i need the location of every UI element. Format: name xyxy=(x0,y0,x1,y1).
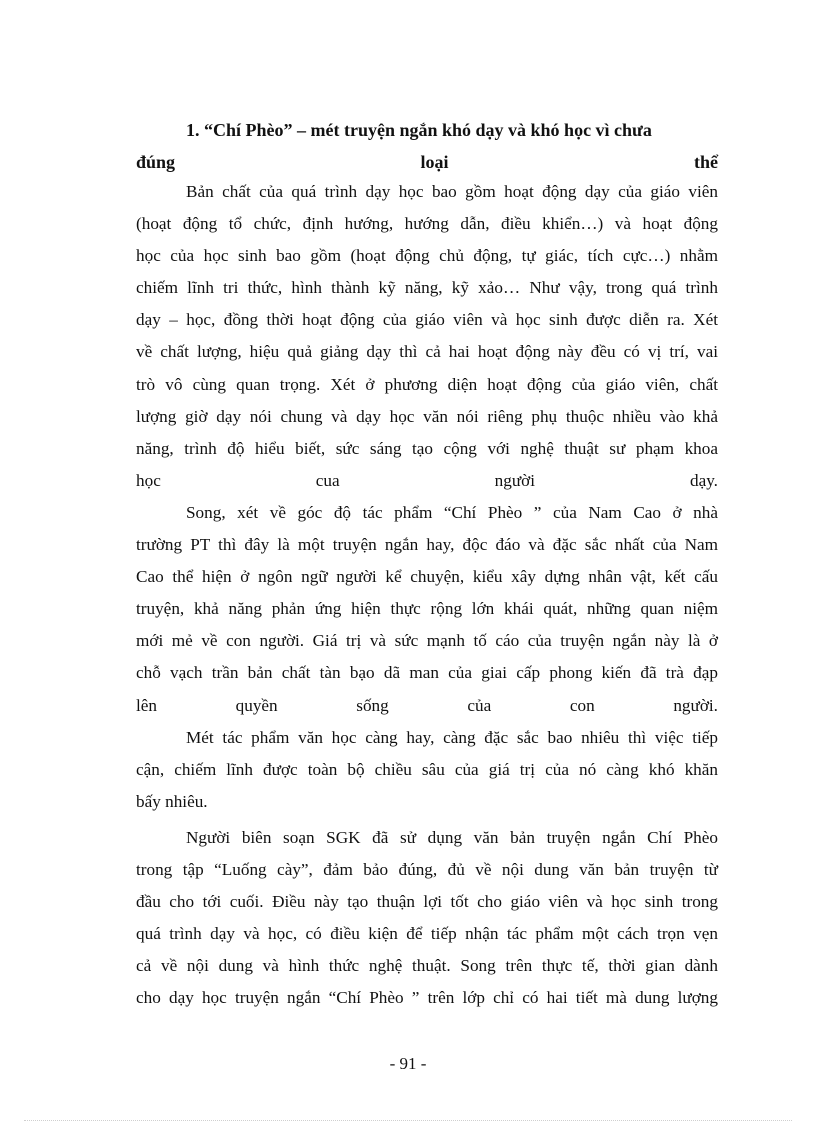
word: con xyxy=(569,695,595,715)
text-line: cả về nội dung và hình thức nghệ thuật. Song trên thực tế, thời gian dành xyxy=(136,956,718,976)
text-line: trong tập “Luống cày”, đảm bảo đúng, đủ về nội dung văn bản truyện từ xyxy=(136,859,718,879)
text-line: dạy – học, đồng thời hoạt động của giáo viên và học sinh được diễn ra. Xét xyxy=(136,310,718,330)
page-number: - 91 - xyxy=(389,1054,427,1073)
word: lên xyxy=(136,695,157,715)
paragraph-4 xyxy=(136,822,718,1015)
heading-line-1: 1. “Chí Phèo” – mét truyện ngắn khó dạy và khó học vì chưa xyxy=(186,120,652,140)
text-line: đầu cho tới cuối. Điều này tạo thuận lợi tốt cho giáo viên và học sinh trong xyxy=(136,892,718,912)
text-line: (hoạt động tổ chức, định hướng, hướng dẫn, điều khiển…) và hoạt động xyxy=(136,214,718,234)
text-line: trò vô cùng quan trọng. Xét ở phương diện hoạt động của giáo viên, chất xyxy=(136,374,718,394)
heading-word: thể xyxy=(694,152,718,172)
word: của xyxy=(467,695,492,715)
section-heading xyxy=(136,114,718,178)
text-line: Cao thể hiện ở ngôn ngữ người kể chuyện, kiểu xây dựng nhân vật, kết cấu xyxy=(136,567,718,587)
body-text xyxy=(136,176,718,1014)
text-line-spread xyxy=(136,690,718,722)
text-line: Song, xét về góc độ tác phẩm “Chí Phèo ” của Nam Cao ở nhà xyxy=(186,502,718,522)
text-line: truyện, khả năng phản ứng hiện thực rộng lớn khái quát, những quan niệm xyxy=(136,599,718,619)
word: cua xyxy=(315,470,340,490)
text-line: lượng giờ dạy nói chung và dạy học văn nói riêng phụ thuộc nhiều vào khả xyxy=(136,406,718,426)
word: dạy. xyxy=(689,470,718,490)
paragraph-3 xyxy=(136,722,718,818)
paragraph-1 xyxy=(136,176,718,497)
word: học xyxy=(136,470,161,490)
text-line: quá trình dạy và học, có điều kiện để tiếp nhận tác phẩm một cách trọn vẹn xyxy=(136,924,718,944)
text-line: cho dạy học truyện ngắn “Chí Phèo ” trên lớp chỉ có hai tiết mà dung lượng xyxy=(136,988,718,1008)
heading-line-2 xyxy=(136,146,718,178)
heading-word: đúng xyxy=(136,152,176,172)
word: quyền xyxy=(235,695,278,715)
word: người. xyxy=(673,695,718,715)
text-line: Mét tác phẩm văn học càng hay, càng đặc sắc bao nhiêu thì việc tiếp xyxy=(186,727,718,747)
heading-word: loại xyxy=(420,152,449,172)
text-line: Người biên soạn SGK đã sử dụng văn bản truyện ngắn Chí Phèo xyxy=(186,827,718,847)
text-line: Bản chất của quá trình dạy học bao gồm hoạt động dạy của giáo viên xyxy=(186,182,718,201)
text-line: chiếm lĩnh tri thức, hình thành kỹ năng, kỹ xảo… Như vậy, trong quá trình xyxy=(136,278,718,298)
text-line: chỗ vạch trần bản chất tàn bạo dã man của giai cấp phong kiến đã trà đạp xyxy=(136,663,718,683)
text-line: trường PT thì đây là một truyện ngắn hay, độc đáo và đặc sắc nhất của Nam xyxy=(136,535,718,555)
page-bottom-divider xyxy=(24,1120,792,1121)
text-line: về chất lượng, hiệu quả giảng dạy thì cả hai hoạt động này đều có vị trí, vai xyxy=(136,342,718,362)
text-line: năng, trình độ hiểu biết, sức sáng tạo cộng với nghệ thuật sư phạm khoa xyxy=(136,438,718,458)
text-line: bấy nhiêu. xyxy=(136,791,208,811)
text-line: mới mẻ về con người. Giá trị và sức mạnh tố cáo của truyện ngắn này là ở xyxy=(136,631,718,651)
word: sống xyxy=(356,695,389,715)
word: người xyxy=(494,470,535,490)
text-line: cận, chiếm lĩnh được toàn bộ chiều sâu của giá trị của nó càng khó khăn xyxy=(136,759,718,779)
text-line-spread xyxy=(136,465,718,497)
paragraph-2 xyxy=(136,497,718,722)
text-line: học của học sinh bao gồm (hoạt động chủ động, tự giác, tích cực…) nhằm xyxy=(136,246,718,266)
